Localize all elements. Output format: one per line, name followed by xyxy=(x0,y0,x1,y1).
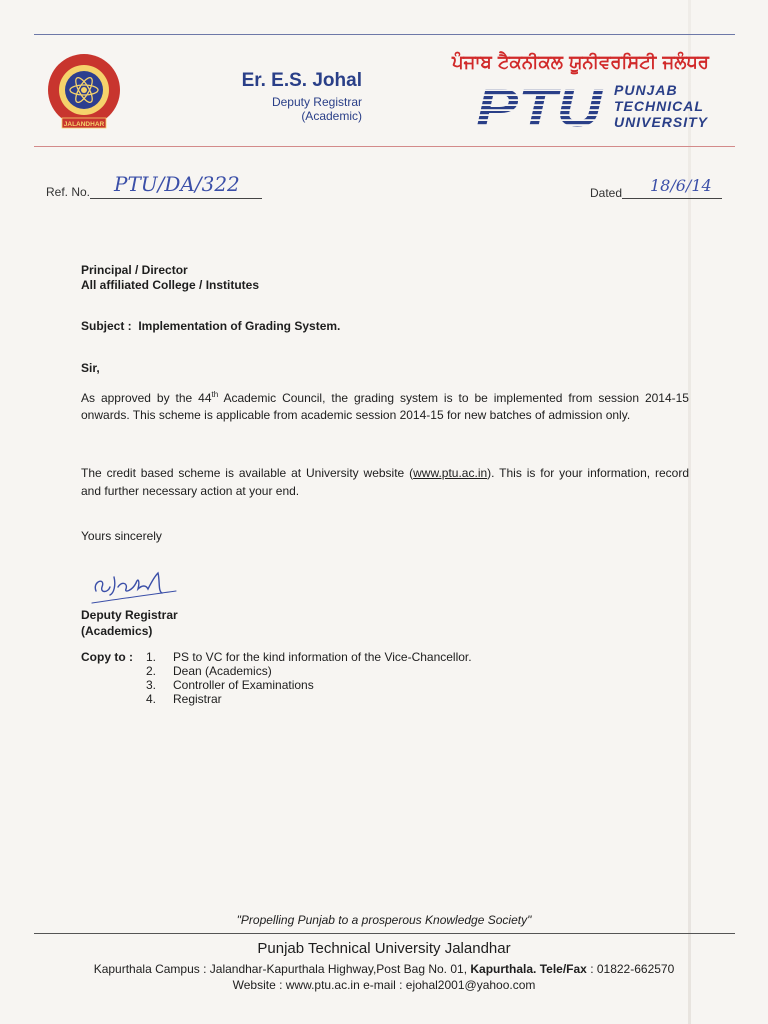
address-bold: Kapurthala. Tele/Fax xyxy=(470,962,587,976)
ref-number: PTU/DA/322 xyxy=(114,172,240,196)
body-paragraph-2 xyxy=(81,464,689,500)
signer-block xyxy=(81,607,178,639)
ptu-logo xyxy=(474,81,606,129)
recipient-block xyxy=(81,263,259,293)
para1-after: Academic Council, the grading system is to be implemented from session 2014-15 onwards. This scheme is applicable from academic session 2014-15 for new batches of admission only. xyxy=(81,391,689,422)
copy-to-label: Copy to : xyxy=(81,650,133,664)
university-line-3: UNIVERSITY xyxy=(614,114,709,130)
list-item-number: 1. xyxy=(146,650,157,664)
para2-after: ). This is for your information, record and further necessary action at your end. xyxy=(81,466,690,498)
designation-line-2: (Academic) xyxy=(301,109,362,123)
list-item-number: 2. xyxy=(146,664,157,678)
seal-text: JALANDHAR xyxy=(63,121,105,128)
signer-line-2: (Academics) xyxy=(81,624,153,638)
footer-rule xyxy=(34,933,735,934)
university-line-2: TECHNICAL xyxy=(614,98,704,114)
para2-before: The credit based scheme is available at University website ( xyxy=(81,466,414,480)
list-item-text: Dean (Academics) xyxy=(173,664,272,678)
list-item-text: Controller of Examinations xyxy=(173,678,314,692)
signer-line-1: Deputy Registrar xyxy=(81,608,178,622)
list-item xyxy=(146,664,472,678)
dated-value: 18/6/14 xyxy=(650,176,712,195)
list-item xyxy=(146,678,472,692)
designation-line-1: Deputy Registrar xyxy=(271,95,362,109)
list-item-text: Registrar xyxy=(173,692,222,706)
university-name-english xyxy=(614,82,708,130)
recipient-line-1: Principal / Director xyxy=(81,263,188,277)
subject-text: Implementation of Grading System. xyxy=(138,319,341,333)
scan-edge xyxy=(688,0,691,1024)
subject-line xyxy=(81,319,340,333)
dated-label: Dated xyxy=(590,186,623,200)
footer-university-name: Punjab Technical University Jalandhar xyxy=(257,940,511,957)
footer-address xyxy=(0,962,768,976)
header-rule xyxy=(34,146,735,147)
registrar-designation xyxy=(0,95,362,123)
closing: Yours sincerely xyxy=(81,529,162,543)
list-item xyxy=(146,650,472,664)
top-rule xyxy=(34,34,735,35)
dated-underline xyxy=(622,198,722,199)
ref-label: Ref. No. xyxy=(46,185,91,199)
footer-tagline: "Propelling Punjab to a prosperous Knowledge Society" xyxy=(236,913,532,927)
address-suffix: : 01822-662570 xyxy=(586,962,675,976)
para1-sup: th xyxy=(211,390,219,399)
ptu-logo-text: PTU xyxy=(476,81,605,129)
handwritten-signature xyxy=(88,563,180,609)
recipient-line-2: All affiliated College / Institutes xyxy=(81,278,260,292)
university-line-1: PUNJAB xyxy=(614,82,678,98)
list-item-text: PS to VC for the kind information of the Vice-Chancellor. xyxy=(173,650,472,664)
address-prefix: Kapurthala Campus : Jalandhar-Kapurthala Highway,Post Bag No. 01, xyxy=(93,962,471,976)
copy-to-list xyxy=(146,650,472,706)
subject-label: Subject : xyxy=(81,319,132,333)
body-paragraph-1 xyxy=(81,386,689,424)
university-name-punjabi: ਪੰਜਾਬ ਟੈਕਨੀਕਲ ਯੂਨੀਵਰਸਿਟੀ ਜਲੰਧਰ xyxy=(452,52,709,73)
footer-contact: Website : www.ptu.ac.in e-mail : ejohal2001@yahoo.com xyxy=(232,978,536,992)
website-link[interactable]: www.ptu.ac.in xyxy=(413,466,488,480)
registrar-name: Er. E.S. Johal xyxy=(241,70,362,91)
list-item-number: 4. xyxy=(146,692,157,706)
ref-underline xyxy=(90,198,262,199)
list-item xyxy=(146,692,472,706)
para1-before: As approved by the 44 xyxy=(81,391,212,405)
salutation: Sir, xyxy=(81,361,100,375)
list-item-number: 3. xyxy=(146,678,157,692)
